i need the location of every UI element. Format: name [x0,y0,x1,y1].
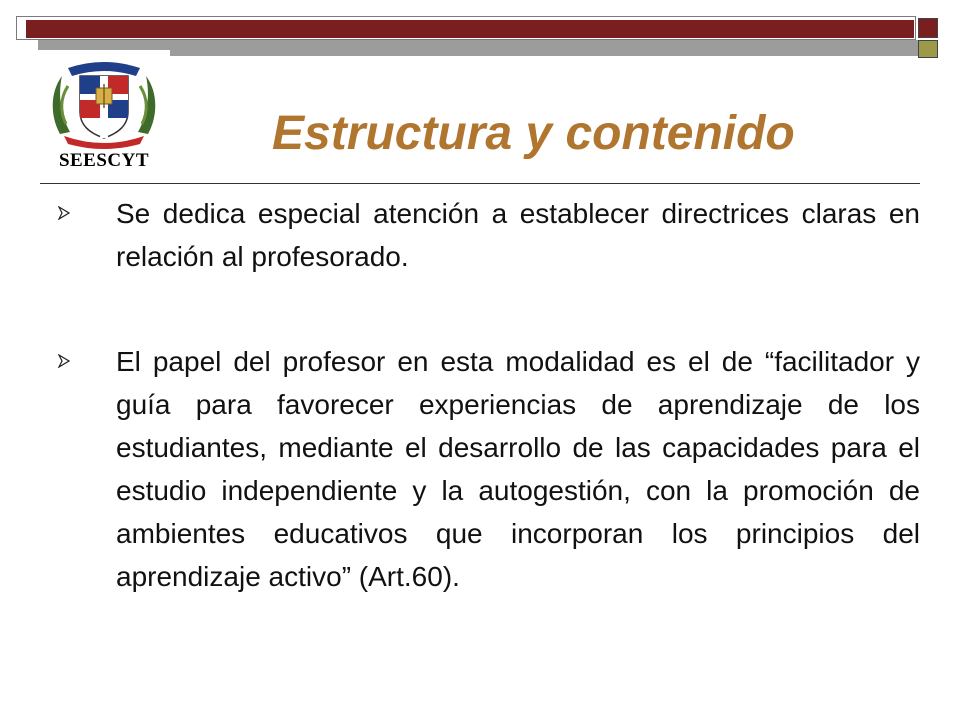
logo-label: SEESCYT [58,150,150,171]
corner-square-red [918,18,938,38]
title-divider [40,183,920,184]
arrow-bullet-icon [58,206,70,220]
logo [38,50,170,174]
bullet-item [58,192,920,278]
bullet-list [58,192,920,638]
bullet-item [58,340,920,598]
bullet-text: El papel del profesor en esta modalidad es el de “facilitador y guía para favorecer experiencias de aprendizaje de los estudiantes, mediante el desarrollo de las capacidades para el estudio independiente y la autogestión, con la promoción de ambientes educativos que incorporan los principios del aprendizaje activo” (Art.60). [116,346,920,592]
coat-of-arms-icon [46,54,162,150]
top-bar [26,20,914,38]
slide-title: Estructura y contenido [272,107,795,160]
corner-square-olive [918,40,938,58]
top-bar-shadow [38,40,938,56]
arrow-bullet-icon [58,354,70,368]
bullet-text: Se dedica especial atención a establecer directrices claras en relación al profesorado. [116,198,920,272]
